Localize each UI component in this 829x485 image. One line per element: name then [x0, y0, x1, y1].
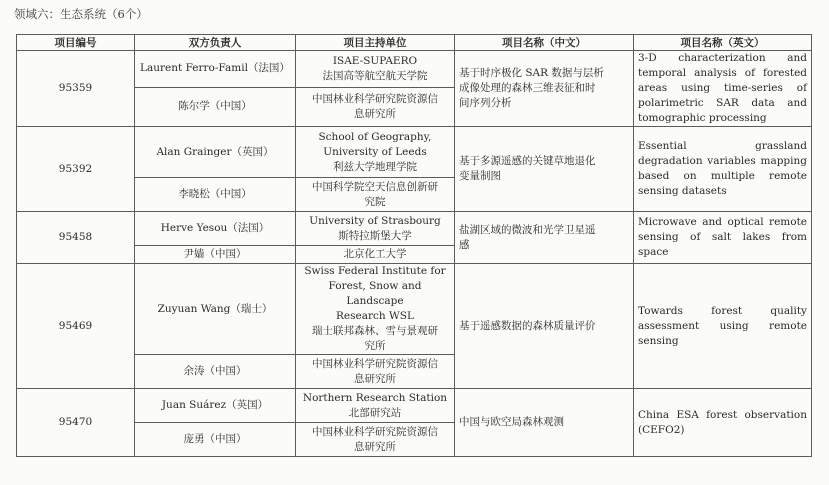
- table-row: [17, 264, 812, 355]
- project-id: 95359: [17, 51, 135, 127]
- chinese-lead: 余涛（中国）: [135, 355, 296, 389]
- foreign-unit: Northern Research Station 北部研究站: [296, 389, 455, 423]
- table-row: [17, 389, 812, 423]
- foreign-unit: University of Strasbourg 斯特拉斯堡大学: [296, 212, 455, 246]
- project-name-cn: 基于多源遥感的关键草地退化 变量制图: [455, 127, 634, 212]
- project-name-en: 3-D characterization and temporal analysis of forested areas using time-series of polarimetric SAR data and tomographic processing: [634, 51, 812, 127]
- project-id: 95469: [17, 264, 135, 389]
- chinese-lead: 尹嫱（中国）: [135, 246, 296, 264]
- chinese-lead: 庞勇（中国）: [135, 423, 296, 457]
- foreign-lead: Herve Yesou（法国）: [135, 212, 296, 246]
- section-caption: 领域六：生态系统（6个）: [14, 7, 148, 21]
- project-name-cn: 基于遥感数据的森林质量评价: [455, 264, 634, 389]
- foreign-lead: Juan Suárez（英国）: [135, 389, 296, 423]
- project-id: 95470: [17, 389, 135, 457]
- header-project-id: 项目编号: [17, 35, 135, 51]
- foreign-unit: School of Geography, University of Leeds 利兹大学地理学院: [296, 127, 455, 178]
- chinese-unit: 中国林业科学研究院资源信 息研究所: [296, 423, 455, 457]
- chinese-lead: 李晓松（中国）: [135, 178, 296, 212]
- table-row: [17, 212, 812, 246]
- table-row: [17, 127, 812, 178]
- table-row: [17, 51, 812, 88]
- project-name-en: Microwave and optical remote sensing of salt lakes from space: [634, 212, 812, 264]
- header-host-unit: 项目主持单位: [296, 35, 455, 51]
- project-name-cn: 基于时序极化 SAR 数据与层析 成像处理的森林三维表征和时 间序列分析: [455, 51, 634, 127]
- chinese-lead: 陈尔学（中国）: [135, 87, 296, 126]
- project-name-en: Towards forest quality assessment using remote sensing: [634, 264, 812, 389]
- project-id: 95458: [17, 212, 135, 264]
- foreign-lead: Laurent Ferro-Famil（法国）: [135, 51, 296, 88]
- project-table: [16, 34, 812, 457]
- project-name-cn: 盐湖区域的微波和光学卫星遥 感: [455, 212, 634, 264]
- chinese-unit: 北京化工大学: [296, 246, 455, 264]
- foreign-unit: Swiss Federal Institute for Forest, Snow and Landscape Research WSL 瑞士联邦森林、雪与景观研 究所: [296, 264, 455, 355]
- project-id: 95392: [17, 127, 135, 212]
- foreign-lead: Zuyuan Wang（瑞士）: [135, 264, 296, 355]
- foreign-unit: ISAE-SUPAERO 法国高等航空航天学院: [296, 51, 455, 88]
- header-leads: 双方负责人: [135, 35, 296, 51]
- project-name-en: China ESA forest observation (CEFO2): [634, 389, 812, 457]
- chinese-unit: 中国科学院空天信息创新研 究院: [296, 178, 455, 212]
- header-row: [17, 35, 812, 51]
- foreign-lead: Alan Grainger（英国）: [135, 127, 296, 178]
- chinese-unit: 中国林业科学研究院资源信 息研究所: [296, 87, 455, 126]
- project-name-en: Essential grassland degradation variables mapping based on multiple remote sensing datasets: [634, 127, 812, 212]
- header-name-en: 项目名称（英文）: [634, 35, 812, 51]
- header-name-cn: 项目名称（中文）: [455, 35, 634, 51]
- chinese-unit: 中国林业科学研究院资源信 息研究所: [296, 355, 455, 389]
- project-name-cn: 中国与欧空局森林观测: [455, 389, 634, 457]
